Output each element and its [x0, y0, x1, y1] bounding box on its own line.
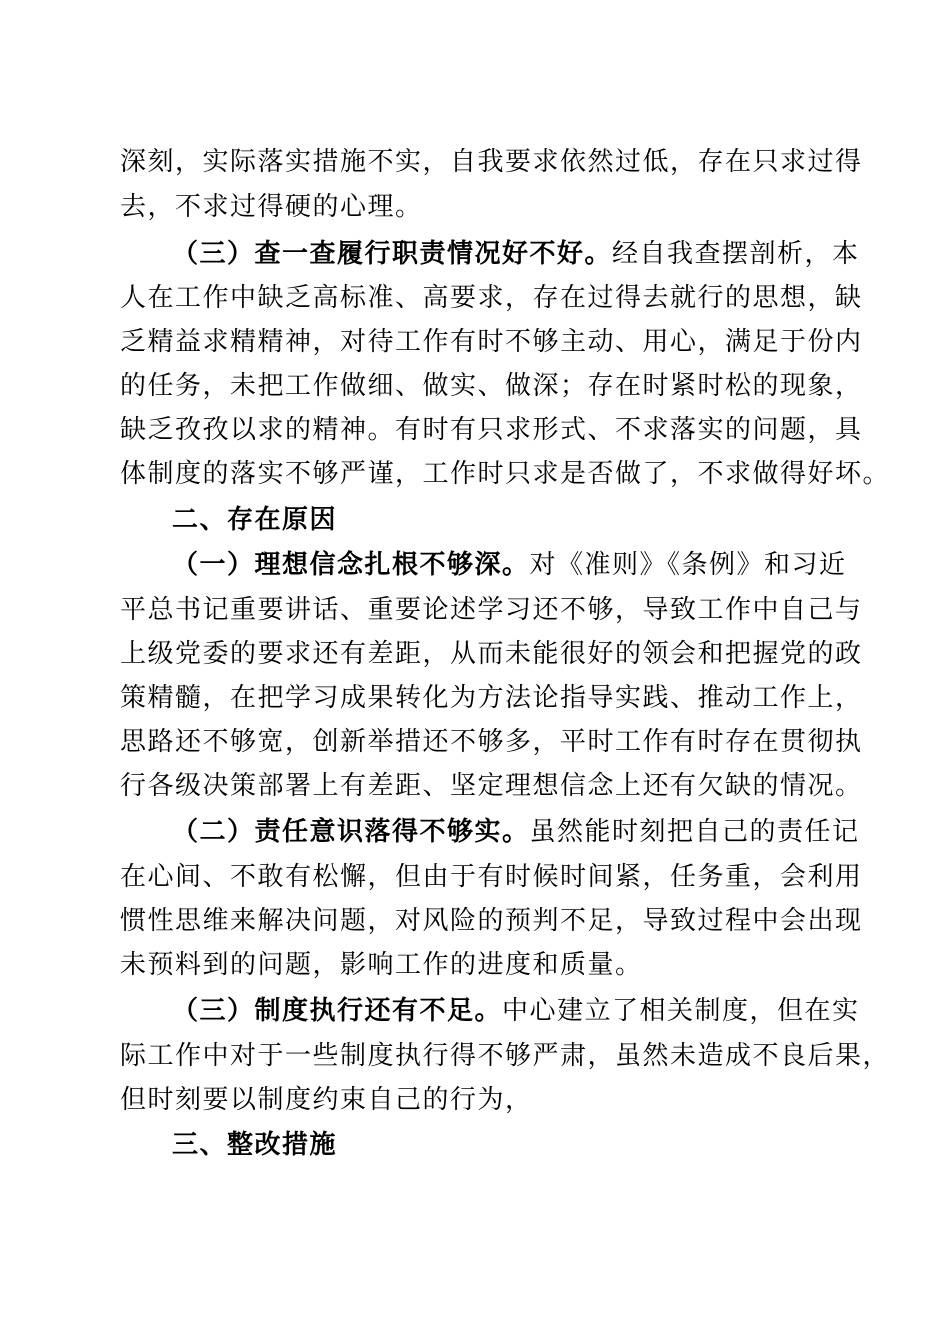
text-line: 的任务，未把工作做细、做实、做深；存在时紧时松的现象，	[120, 371, 863, 401]
paragraph-text: 中心建立了相关制度，但在实	[502, 996, 860, 1026]
text-line: 上级党委的要求还有差距，从而未能很好的领会和把握党的政	[120, 639, 863, 669]
paragraph-heading-line	[172, 995, 882, 1027]
paragraph-title: （一）理想信念扎根不够深。	[172, 550, 530, 580]
text-line: 未预料到的问题，影响工作的进度和质量。	[120, 950, 643, 980]
paragraph-text: 经自我查摆剖析，本	[612, 239, 860, 269]
text-line: 乏精益求精精神，对待工作有时不够主动、用心，满足于份内	[120, 327, 863, 357]
section-heading: 三、整改措施	[172, 1130, 338, 1160]
paragraph-text: 虽然能时刻把自己的责任记	[529, 817, 860, 847]
text-line: 在心间、不敢有松懈，但由于有时候时间紧，任务重，会利用	[120, 862, 863, 892]
section-heading: 二、存在原因	[172, 505, 338, 535]
paragraph-heading-line	[172, 549, 882, 581]
text-line: 去，不求过得硬的心理。	[120, 192, 423, 222]
text-line: 人在工作中缺乏高标准、高要求，存在过得去就行的思想，缺	[120, 283, 863, 313]
text-line: 深刻，实际落实措施不实，自我要求依然过低，存在只求过得	[120, 147, 863, 177]
text-line: 但时刻要以制度约束自己的行为，	[120, 1085, 533, 1115]
paragraph-text: 对《准则》《条例》和习近	[529, 550, 847, 580]
text-line: 行各级决策部署上有差距、坚定理想信念上还有欠缺的情况。	[120, 771, 863, 801]
text-line: 体制度的落实不够严谨，工作时只求是否做了，不求做得好坏。	[120, 459, 891, 489]
text-line: 思路还不够宽，创新举措还不够多，平时工作有时存在贯彻执	[120, 727, 863, 757]
text-line: 策精髓，在把学习成果转化为方法论指导实践、推动工作上，	[120, 683, 863, 713]
text-line: 际工作中对于一些制度执行得不够严肃，虽然未造成不良后果，	[120, 1041, 891, 1071]
paragraph-title: （三）制度执行还有不足。	[172, 996, 503, 1026]
paragraph-title: （三）查一查履行职责情况好不好。	[172, 239, 613, 269]
text-line: 缺乏孜孜以求的精神。有时有只求形式、不求落实的问题，具	[120, 415, 863, 445]
text-line: 平总书记重要讲话、重要论述学习还不够，导致工作中自己与	[120, 595, 863, 625]
paragraph-heading-line	[172, 816, 882, 848]
paragraph-title: （二）责任意识落得不够实。	[172, 817, 530, 847]
text-line: 惯性思维来解决问题，对风险的预判不足，导致过程中会出现	[120, 906, 863, 936]
paragraph-heading-line	[172, 238, 882, 270]
